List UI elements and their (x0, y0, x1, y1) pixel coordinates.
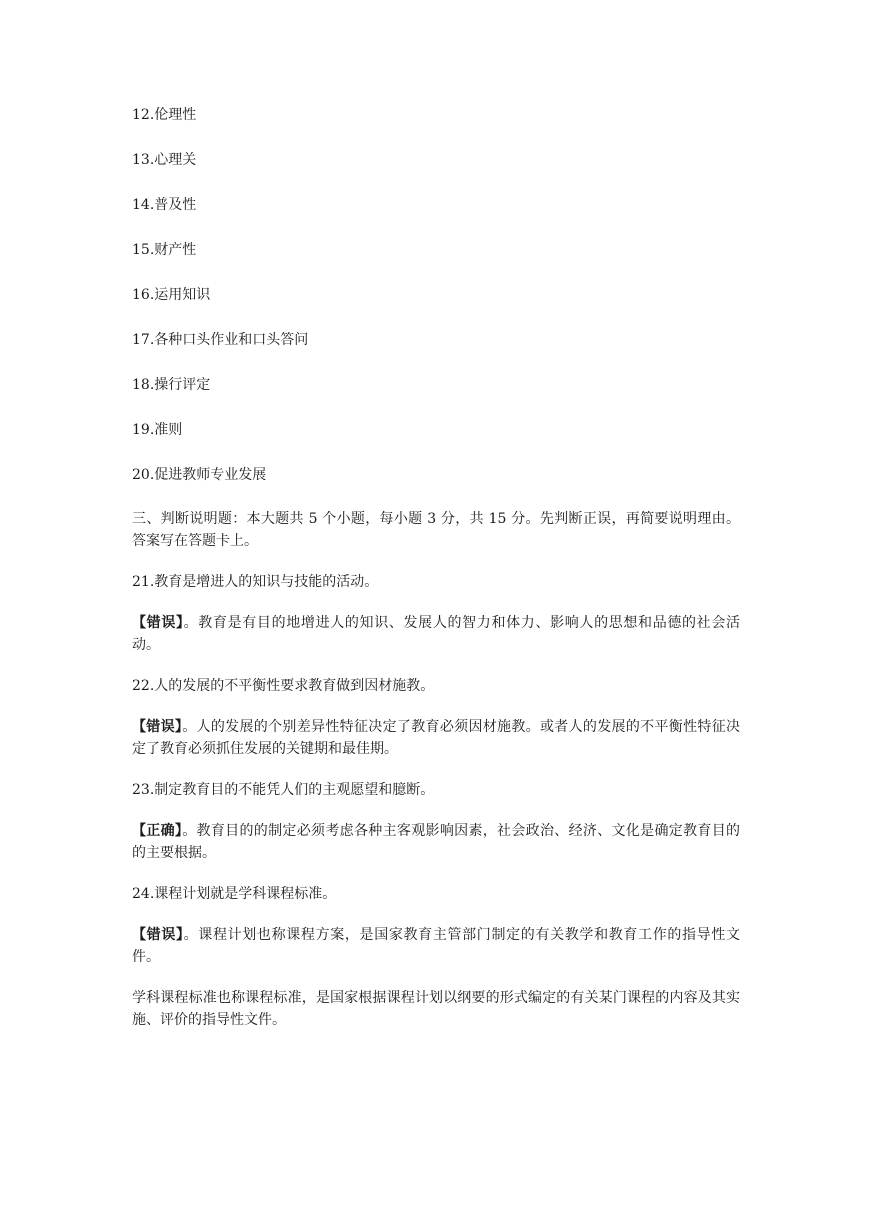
section3-heading: 三、判断说明题：本大题共 5 个小题，每小题 3 分，共 15 分。先判断正误，再简要说明理由。答案写在答题卡上。 (132, 511, 740, 549)
verdict-tag: 【错误】 (132, 615, 184, 631)
question-24: 24.课程计划就是学科课程标准。 (132, 886, 337, 902)
answer-18: 18.操行评定 (132, 377, 211, 393)
verdict-tag: 【错误】 (132, 927, 184, 943)
question-21: 21.教育是增进人的知识与技能的活动。 (132, 574, 379, 590)
answer-16: 16.运用知识 (132, 287, 211, 303)
answer-12: 12.伦理性 (132, 107, 197, 123)
answer-20: 20.促进教师专业发展 (132, 467, 267, 483)
verdict-tag: 【正确】 (132, 823, 183, 839)
explanation-text: 。人的发展的个别差异性特征决定了教育必须因材施教。或者人的发展的不平衡性特征决定了教育必须抓住发展的关键期和最佳期。 (132, 719, 741, 757)
answer-19: 19.准则 (132, 422, 183, 438)
document-page (132, 103, 740, 1050)
answer-22 (132, 716, 740, 760)
verdict-tag: 【错误】 (132, 719, 183, 735)
answer-17: 17.各种口头作业和口头答问 (132, 332, 309, 348)
answer-24 (132, 924, 740, 968)
explanation-text: 。教育目的的制定必须考虑各种主客观影响因素，社会政治、经济、文化是确定教育目的的主要根据。 (132, 823, 741, 861)
explanation-text: 。课程计划也称课程方案，是国家教育主管部门制定的有关教学和教育工作的指导性文件。 (132, 927, 741, 965)
answer-23 (132, 820, 740, 864)
question-23: 23.制定教育目的不能凭人们的主观愿望和臆断。 (132, 782, 435, 798)
answer-13: 13.心理关 (132, 152, 197, 168)
question-22: 22.人的发展的不平衡性要求教育做到因材施教。 (132, 678, 435, 694)
answer-24-extra: 学科课程标准也称课程标准，是国家根据课程计划以纲要的形式编定的有关某门课程的内容及其实施、评价的指导性文件。 (132, 990, 740, 1028)
answer-21 (132, 612, 740, 656)
explanation-text: 。教育是有目的地增进人的知识、发展人的智力和体力、影响人的思想和品德的社会活动。 (132, 615, 741, 653)
answer-15: 15.财产性 (132, 242, 197, 258)
answer-14: 14.普及性 (132, 197, 197, 213)
